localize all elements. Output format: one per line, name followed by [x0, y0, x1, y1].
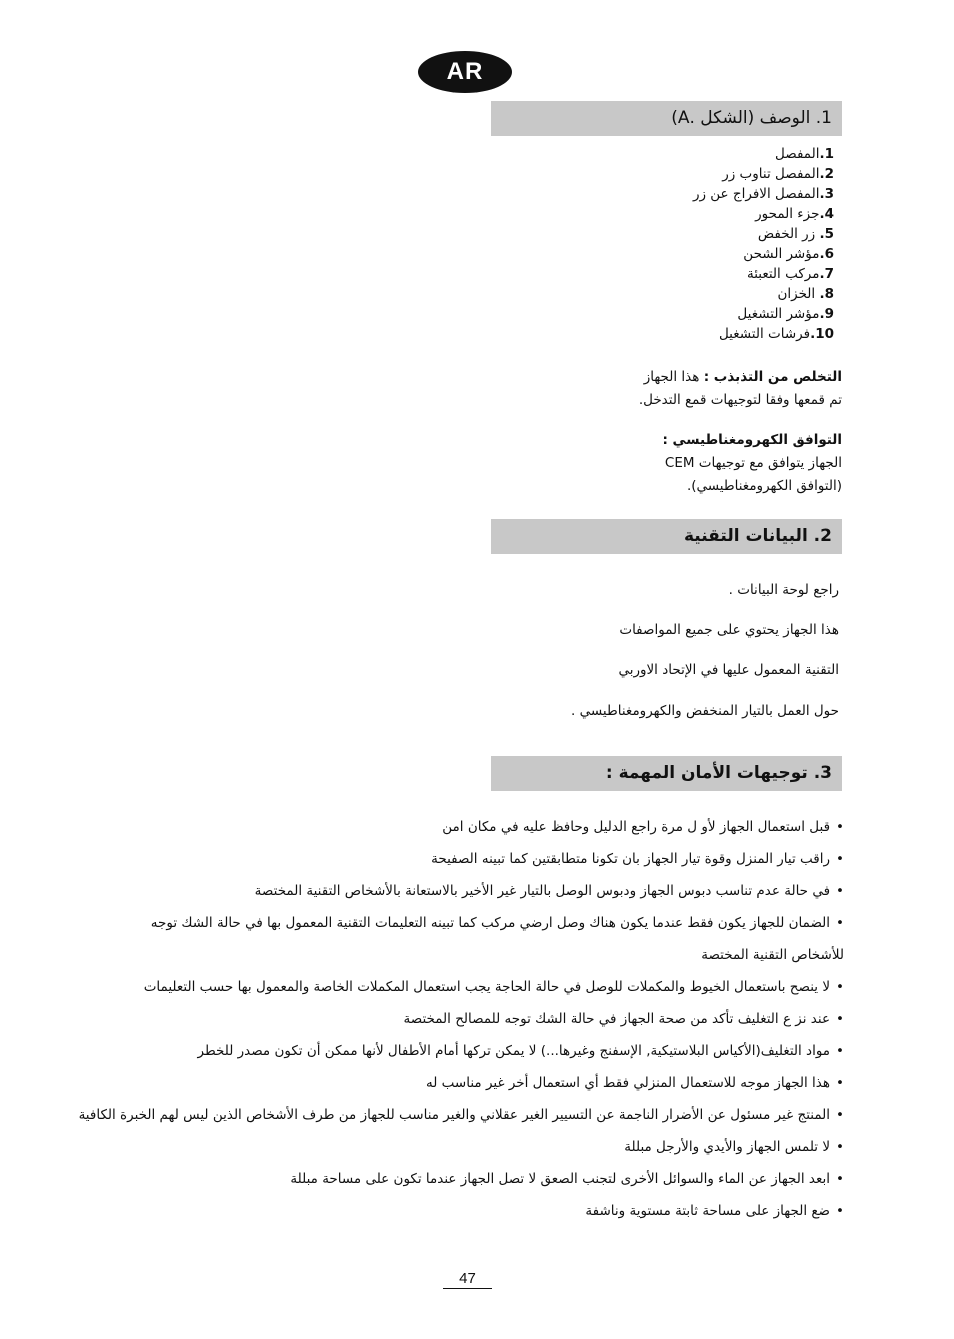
list-item: •قبل استعمال الجهاز لأو ل مرة راجع الدليل وحافظ عليه في مكان امن — [442, 819, 844, 835]
list-item: 10.فرشات التشغيل — [718, 326, 834, 342]
list-item: •المنتج غير مسئول عن الأضرار الناجمة عن التسيير الغير عقلاني والغير مناسب للجهاز من طرف الأشخاص الذين ليس لهم الخبرة الكافية — [78, 1107, 844, 1123]
tech-line: راجع لوحة البيانات . — [728, 582, 839, 598]
list-item: 3.المفصل الافراج عن زر — [692, 186, 834, 202]
list-item: •لا تلمس الجهاز والأيدي والأرجل مبللة — [624, 1139, 844, 1155]
page-number: 47 — [443, 1270, 492, 1289]
list-item: 6.مؤشر الشحن — [743, 246, 834, 262]
list-item: للأشخاص التقنية المختصة — [701, 947, 844, 963]
list-item: •عند نز ع التغليف تأكد من صحة الجهاز في حالة الشك توجه للمصالح المختصة — [403, 1011, 844, 1027]
interference-note: التخلص من التذبذب : هذا الجهاز تم قمعها وفقا لتوجيهات قمع التدخل. — [638, 369, 842, 408]
tech-line: التقنية المعمول عليها في الإتحاد الاوربي — [618, 662, 839, 678]
section3-heading: 3. توجيهات الأمان المهمة : — [491, 756, 842, 791]
list-item: •مواد التغليف(الأكياس البلاستيكية, الإسفنج وغيرها...) لا يمكن تركها أمام الأطفال لأنها ممكن أن تكون مصدر للخطر — [197, 1043, 844, 1059]
emc-note: التوافق الكهرومغناطيسي : الجهاز يتوافق مع توجيهات CEM (التوافق الكهرومغناطيسي). — [662, 432, 842, 494]
list-item: 1.المفصل — [775, 146, 834, 162]
list-item: 2.المفصل تناوب زر — [722, 166, 834, 182]
list-item: 5. زر الخفض — [757, 226, 834, 242]
list-item: 7.مركب التعبئة — [746, 266, 834, 282]
list-item: 4.جزء المحور — [755, 206, 834, 222]
parts-list — [693, 144, 834, 344]
list-item: •راقب تيار المنزل وقوة تيار الجهاز بان تكونا متطابقتين كما تبينه الصفيحة — [431, 851, 844, 867]
section2-heading: 2. البيانات التقنية — [491, 519, 842, 554]
tech-line: هذا الجهاز يحتوي على جميع المواصفات — [619, 622, 839, 638]
section1-heading: 1. الوصف (الشكل .A) — [491, 101, 842, 136]
list-item: 9.مؤشر التشغيل — [737, 306, 834, 322]
list-item: •هذا الجهاز موجه للاستعمال المنزلي فقط أي استعمال أخر غير مناسب له — [426, 1075, 844, 1091]
language-badge: AR — [418, 51, 512, 93]
list-item: •في حالة عدم تناسب دبوس الجهاز ودبوس الوصل بالتيار غير الأخير بالاستعانة بالأشخاص التقنية المختصة — [254, 883, 844, 899]
tech-line: حول العمل بالتيار المنخفض والكهرومغناطيسي . — [571, 703, 839, 719]
list-item: •الضمان للجهاز يكون فقط عندما يكون هناك وصل ارضي مركب كما تبينه التعليمات التقنية المعمول بها في حالة الشك توجه — [150, 915, 844, 931]
list-item: •ضع الجهاز على مساحة ثابتة مستوية وناشفة — [585, 1203, 844, 1219]
safety-list — [54, 811, 844, 1227]
list-item: 8. الخزان — [777, 286, 834, 302]
list-item: •لا ينصح باستعمال الخيوط والمكملات للوصل في حالة الحاجة يجب استعمال المكملات الخاصة والمعمول بها حسب التعليمات — [143, 979, 844, 995]
list-item: •ابعد الجهاز عن الماء والسوائل الأخرى لتجنب الصعق لا تصل الجهاز عندما تكون على مساحة مبللة — [290, 1171, 844, 1187]
